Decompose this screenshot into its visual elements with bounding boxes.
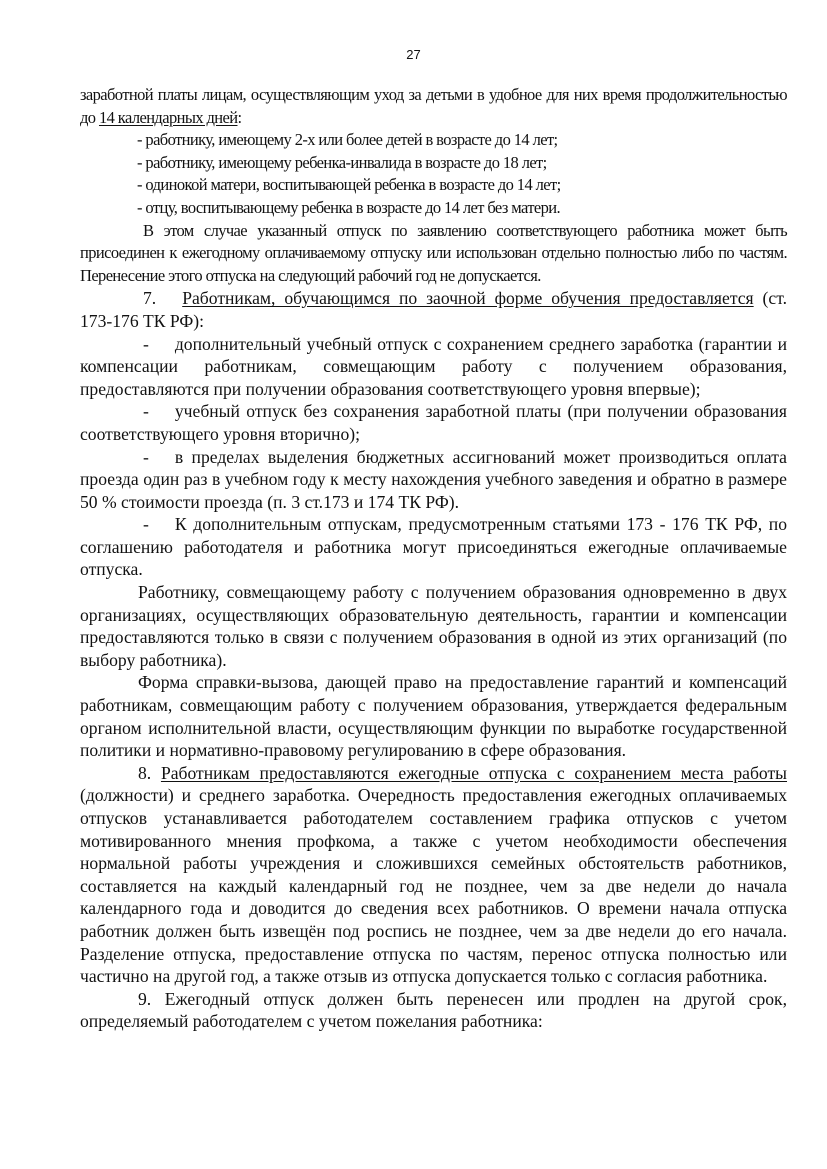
paragraph: Работнику, совмещающему работу с получением образования одновременно в двух организациях, осуществляющих образовательную деятельность, гарантии и компенсации предоставляются только в связи с получением образования в одной из этих организаций (по выбору работника). bbox=[80, 582, 787, 670]
underlined-term: 14 календарных дней bbox=[98, 107, 238, 127]
list-item: - одинокой матери, воспитывающей ребенка в возрасте до 14 лет; bbox=[137, 175, 561, 195]
dash-item: - дополнительный учебный отпуск с сохранением среднего заработка (гарантии и компенсации работникам, совмещающим работу с получением образования, предоставляются при получении образования соответствующего уровня впервые); bbox=[80, 333, 787, 399]
clause-7-heading: 7. Работникам, обучающимся по заочной форме обучения предоставляется (ст. 173-176 ТК РФ): bbox=[80, 288, 787, 331]
paragraph: Форма справки-вызова, дающей право на предоставление гарантий и компенсаций работникам, совмещающим работу с получением образования, утверждается федеральным органом исполнительной власти, осуществляющим функции по выработке государственной политики и нормативно-правовому регулированию в сфере образования. bbox=[80, 672, 787, 761]
paragraph-text: заработной платы лицам, осуществляющим уход за детьми в удобное для них время продолжительностью до bbox=[80, 85, 787, 127]
paragraph-continued: заработной платы лицам, осуществляющим уход за детьми в удобное для них время продолжительностью до 14 календарных дней: bbox=[80, 85, 787, 127]
list-item: - работнику, имеющему 2-х или более детей в возрасте до 14 лет; bbox=[137, 130, 558, 150]
page-body bbox=[80, 84, 787, 1033]
underlined-heading: Работникам, обучающимся по заочной форме обучения предоставляется bbox=[182, 288, 754, 309]
clause-9: 9. Ежегодный отпуск должен быть перенесен или продлен на другой срок, определяемый работодателем с учетом пожелания работника: bbox=[80, 988, 787, 1032]
list-item: - отцу, воспитывающему ребенка в возрасте до 14 лет без матери. bbox=[137, 197, 561, 217]
underlined-heading: Работникам предоставляются ежегодные отпуска с сохранением места работы bbox=[160, 762, 788, 783]
list-item: - работнику, имеющему ребенка-инвалида в возрасте до 18 лет; bbox=[137, 152, 547, 172]
dash-item: - в пределах выделения бюджетных ассигнований может производиться оплата проезда один раз в учебном году к месту нахождения учебного заведения и обратно в размере 50 % стоимости проезда (п. 3 ст.173 и 174 ТК РФ). bbox=[80, 446, 787, 512]
page-number: 27 bbox=[406, 47, 421, 62]
paragraph: В этом случае указанный отпуск по заявлению соответствующего работника может быть присоединен к ежегодному оплачиваемому отпуску или использован отдельно полностью либо по частям. Перенесение этого отпуска на следующий рабочий год не допускается. bbox=[80, 220, 787, 285]
clause-8: 8. Работникам предоставляются ежегодные отпуска с сохранением места работы (должности) и среднего заработка. Очередность предоставления ежегодных оплачиваемых отпусков устанавливается работодателем составлением графика отпусков с учетом мотивированного мнения профкома, а также с учетом необходимости обеспечения нормальной работы учреждения и сложившихся семейных обстоятельств работников, составляется на каждый календарный год не позднее, чем за две недели до начала календарного года и доводится до сведения всех работников. О времени начала отпуска работник должен быть извещён под роспись не позднее, чем за две недели до его начала. Разделение отпуска, предоставление отпуска по частям, перенос отпуска полностью или частично на другой год, а также отзыв из отпуска допускается только с согласия работника. bbox=[80, 762, 788, 987]
dash-item: - учебный отпуск без сохранения заработной платы (при получении образования соответствующего уровня вторично); bbox=[80, 401, 787, 444]
dash-item: - К дополнительным отпускам, предусмотренным статьями 173 - 176 ТК РФ, по соглашению работодателя и работника могут присоединяться ежегодные оплачиваемые отпуска. bbox=[80, 514, 787, 580]
